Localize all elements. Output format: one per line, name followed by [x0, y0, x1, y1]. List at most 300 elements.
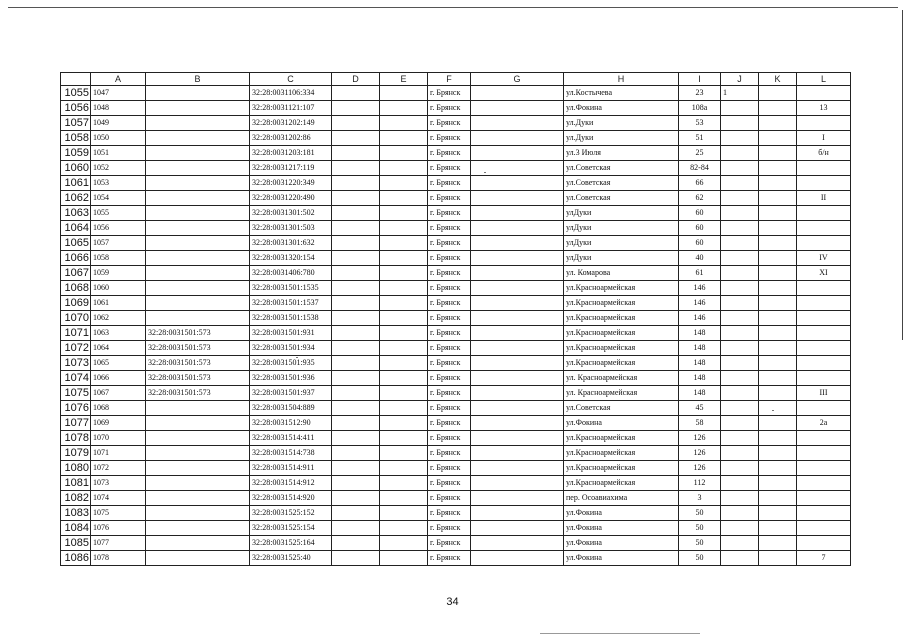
cell-i: 82-84: [679, 161, 721, 176]
cell-h: пер. Осоавиахима: [564, 491, 679, 506]
cell-l: [797, 446, 851, 461]
cell-d: [332, 551, 380, 566]
cell-g: [471, 221, 564, 236]
cell-d: [332, 86, 380, 101]
cell-g: [471, 281, 564, 296]
cell-g: [471, 251, 564, 266]
cell-d: [332, 401, 380, 416]
cell-g: [471, 416, 564, 431]
cell-i: 148: [679, 356, 721, 371]
cell-e: [380, 461, 428, 476]
cell-d: [332, 341, 380, 356]
cell-a: 1048: [91, 101, 146, 116]
cell-g: [471, 236, 564, 251]
cell-j: [721, 251, 759, 266]
cell-h: ул.3 Июля: [564, 146, 679, 161]
cell-k: [759, 86, 797, 101]
cell-d: [332, 296, 380, 311]
column-header-e: E: [380, 73, 428, 86]
row-number: 1065: [61, 236, 91, 251]
cell-a: 1069: [91, 416, 146, 431]
cell-e: [380, 446, 428, 461]
cell-i: 60: [679, 236, 721, 251]
cell-f: г. Брянск: [428, 491, 471, 506]
cell-f: г. Брянск: [428, 281, 471, 296]
cell-d: [332, 116, 380, 131]
cell-d: [332, 536, 380, 551]
cell-l: [797, 356, 851, 371]
cell-b: [146, 416, 250, 431]
table-row: [61, 161, 851, 176]
cell-j: [721, 311, 759, 326]
cell-l: [797, 461, 851, 476]
cell-d: [332, 281, 380, 296]
cell-a: 1051: [91, 146, 146, 161]
cell-a: 1061: [91, 296, 146, 311]
cell-i: 50: [679, 506, 721, 521]
cell-g: [471, 161, 564, 176]
cell-b: [146, 86, 250, 101]
cell-b: [146, 461, 250, 476]
cell-e: [380, 311, 428, 326]
cell-i: 50: [679, 551, 721, 566]
cell-g: [471, 476, 564, 491]
cell-b: 32:28:0031501:573: [146, 356, 250, 371]
cell-j: [721, 266, 759, 281]
cell-k: [759, 341, 797, 356]
cell-j: [721, 416, 759, 431]
cell-b: [146, 266, 250, 281]
cell-l: [797, 296, 851, 311]
cell-k: [759, 371, 797, 386]
cell-b: [146, 491, 250, 506]
cell-c: 32:28:0031217:119: [250, 161, 332, 176]
cell-h: ул.Советская: [564, 401, 679, 416]
cell-e: [380, 326, 428, 341]
cell-g: [471, 326, 564, 341]
cell-a: 1066: [91, 371, 146, 386]
cell-l: [797, 281, 851, 296]
cell-c: 32:28:0031514:738: [250, 446, 332, 461]
cell-l: III: [797, 386, 851, 401]
cell-b: [146, 101, 250, 116]
cell-h: улДуки: [564, 206, 679, 221]
cell-f: г. Брянск: [428, 236, 471, 251]
table-row: [61, 476, 851, 491]
cell-j: [721, 341, 759, 356]
cell-j: [721, 506, 759, 521]
cell-a: 1063: [91, 326, 146, 341]
cell-l: [797, 176, 851, 191]
cell-c: 32:28:0031525:40: [250, 551, 332, 566]
row-number: 1083: [61, 506, 91, 521]
cell-e: [380, 491, 428, 506]
cell-a: 1056: [91, 221, 146, 236]
cell-b: [146, 176, 250, 191]
cell-g: [471, 146, 564, 161]
row-number: 1062: [61, 191, 91, 206]
cell-i: 53: [679, 116, 721, 131]
cell-i: 148: [679, 371, 721, 386]
column-header-h: H: [564, 73, 679, 86]
row-number: 1086: [61, 551, 91, 566]
cell-d: [332, 356, 380, 371]
column-header-c: C: [250, 73, 332, 86]
row-number: 1071: [61, 326, 91, 341]
cell-j: [721, 551, 759, 566]
cell-h: ул.Красноармейская: [564, 446, 679, 461]
cell-a: 1070: [91, 431, 146, 446]
cell-e: [380, 146, 428, 161]
cell-i: 50: [679, 521, 721, 536]
cell-i: 3: [679, 491, 721, 506]
cell-k: [759, 221, 797, 236]
column-header-l: L: [797, 73, 851, 86]
cell-e: [380, 251, 428, 266]
cell-d: [332, 236, 380, 251]
row-number: 1082: [61, 491, 91, 506]
cell-f: г. Брянск: [428, 371, 471, 386]
cell-f: г. Брянск: [428, 101, 471, 116]
cell-k: [759, 206, 797, 221]
cell-a: 1060: [91, 281, 146, 296]
cell-g: [471, 86, 564, 101]
column-header-f: F: [428, 73, 471, 86]
cell-b: [146, 521, 250, 536]
cell-f: г. Брянск: [428, 356, 471, 371]
cell-l: XI: [797, 266, 851, 281]
cell-b: [146, 146, 250, 161]
cell-l: [797, 311, 851, 326]
cell-g: [471, 461, 564, 476]
cell-a: 1068: [91, 401, 146, 416]
cell-j: [721, 221, 759, 236]
cell-i: 146: [679, 281, 721, 296]
cell-d: [332, 326, 380, 341]
table-row: [61, 341, 851, 356]
cell-k: [759, 356, 797, 371]
cell-a: 1071: [91, 446, 146, 461]
cell-g: [471, 176, 564, 191]
cell-l: [797, 206, 851, 221]
cell-e: [380, 176, 428, 191]
cell-h: ул.Фокина: [564, 551, 679, 566]
cell-e: [380, 371, 428, 386]
top-scan-rule: [8, 7, 898, 8]
cell-h: ул.Красноармейская: [564, 311, 679, 326]
cell-d: [332, 521, 380, 536]
cell-i: 23: [679, 86, 721, 101]
cell-e: [380, 221, 428, 236]
cell-c: 32:28:0031501:935: [250, 356, 332, 371]
cell-i: 25: [679, 146, 721, 161]
cell-e: [380, 101, 428, 116]
table-row: [61, 221, 851, 236]
row-number: 1063: [61, 206, 91, 221]
cell-j: 1: [721, 86, 759, 101]
cell-c: 32:28:0031501:937: [250, 386, 332, 401]
cell-l: I: [797, 131, 851, 146]
cell-j: [721, 476, 759, 491]
cell-h: ул.Фокина: [564, 521, 679, 536]
cell-l: [797, 521, 851, 536]
cell-a: 1058: [91, 251, 146, 266]
cell-l: [797, 86, 851, 101]
cell-c: 32:28:0031525:152: [250, 506, 332, 521]
cell-c: 32:28:0031514:411: [250, 431, 332, 446]
cell-e: [380, 476, 428, 491]
cell-i: 112: [679, 476, 721, 491]
cell-g: [471, 386, 564, 401]
cell-e: [380, 86, 428, 101]
cell-f: г. Брянск: [428, 386, 471, 401]
row-number: 1059: [61, 146, 91, 161]
cell-i: 51: [679, 131, 721, 146]
cell-l: [797, 161, 851, 176]
cell-g: [471, 341, 564, 356]
row-number: 1056: [61, 101, 91, 116]
cell-e: [380, 506, 428, 521]
cell-e: [380, 521, 428, 536]
cell-f: г. Брянск: [428, 536, 471, 551]
cell-h: ул.Советская: [564, 191, 679, 206]
cell-d: [332, 371, 380, 386]
cell-f: г. Брянск: [428, 326, 471, 341]
cell-g: [471, 131, 564, 146]
table-row: [61, 371, 851, 386]
cell-b: 32:28:0031501:573: [146, 326, 250, 341]
cell-l: 13: [797, 101, 851, 116]
cell-d: [332, 161, 380, 176]
cell-l: [797, 506, 851, 521]
cell-a: 1074: [91, 491, 146, 506]
cell-c: 32:28:0031525:154: [250, 521, 332, 536]
cell-e: [380, 161, 428, 176]
cell-k: [759, 506, 797, 521]
cell-e: [380, 281, 428, 296]
table-row: [61, 326, 851, 341]
cell-a: 1049: [91, 116, 146, 131]
cell-g: [471, 506, 564, 521]
cell-h: улДуки: [564, 251, 679, 266]
cell-h: ул.Красноармейская: [564, 476, 679, 491]
footer-scan-rule: [540, 633, 700, 634]
cell-j: [721, 461, 759, 476]
cell-c: 32:28:0031504:889: [250, 401, 332, 416]
cell-h: ул.Фокина: [564, 101, 679, 116]
cell-l: [797, 326, 851, 341]
cell-j: [721, 116, 759, 131]
cell-a: 1067: [91, 386, 146, 401]
cell-b: [146, 536, 250, 551]
cell-h: ул.Красноармейская: [564, 281, 679, 296]
cell-j: [721, 446, 759, 461]
cell-h: ул.Фокина: [564, 506, 679, 521]
cell-j: [721, 131, 759, 146]
cell-f: г. Брянск: [428, 341, 471, 356]
cell-g: [471, 551, 564, 566]
page-number: 34: [446, 596, 459, 608]
cell-e: [380, 296, 428, 311]
cell-a: 1053: [91, 176, 146, 191]
cell-i: 60: [679, 221, 721, 236]
table-row: [61, 551, 851, 566]
spreadsheet-table: [60, 72, 851, 566]
cell-l: [797, 236, 851, 251]
table-row: [61, 146, 851, 161]
cell-j: [721, 521, 759, 536]
row-number: 1084: [61, 521, 91, 536]
table-row: [61, 191, 851, 206]
cell-l: [797, 221, 851, 236]
cell-k: [759, 176, 797, 191]
cell-c: 32:28:0031514:920: [250, 491, 332, 506]
cell-k: [759, 476, 797, 491]
cell-e: [380, 431, 428, 446]
cell-b: [146, 251, 250, 266]
row-number: 1060: [61, 161, 91, 176]
cell-c: 32:28:0031106:334: [250, 86, 332, 101]
cell-l: б/н: [797, 146, 851, 161]
table-row: [61, 176, 851, 191]
row-number: 1079: [61, 446, 91, 461]
cell-i: 126: [679, 461, 721, 476]
table-row: [61, 281, 851, 296]
cell-c: 32:28:0031202:86: [250, 131, 332, 146]
cell-f: г. Брянск: [428, 416, 471, 431]
column-header-j: J: [721, 73, 759, 86]
table-row: [61, 251, 851, 266]
cell-i: 45: [679, 401, 721, 416]
cell-b: 32:28:0031501:573: [146, 341, 250, 356]
cell-l: [797, 536, 851, 551]
cell-c: 32:28:0031512:90: [250, 416, 332, 431]
cell-b: 32:28:0031501:573: [146, 386, 250, 401]
cell-k: [759, 266, 797, 281]
cell-e: [380, 206, 428, 221]
cell-a: 1059: [91, 266, 146, 281]
row-number: 1074: [61, 371, 91, 386]
cell-j: [721, 206, 759, 221]
cell-a: 1064: [91, 341, 146, 356]
cell-k: [759, 386, 797, 401]
table-row: [61, 266, 851, 281]
cell-i: 148: [679, 341, 721, 356]
cell-g: [471, 371, 564, 386]
cell-i: 62: [679, 191, 721, 206]
cell-h: улДуки: [564, 236, 679, 251]
cell-h: ул. Красноармейская: [564, 386, 679, 401]
cell-b: [146, 131, 250, 146]
cell-k: [759, 296, 797, 311]
column-header-d: D: [332, 73, 380, 86]
cell-l: [797, 491, 851, 506]
cell-l: [797, 431, 851, 446]
cell-d: [332, 176, 380, 191]
table-row: [61, 236, 851, 251]
cell-g: [471, 266, 564, 281]
cell-c: 32:28:0031525:164: [250, 536, 332, 551]
cell-j: [721, 536, 759, 551]
table-row: [61, 461, 851, 476]
column-header-a: A: [91, 73, 146, 86]
cell-e: [380, 551, 428, 566]
cell-j: [721, 191, 759, 206]
cell-j: [721, 326, 759, 341]
cell-f: г. Брянск: [428, 506, 471, 521]
cell-d: [332, 491, 380, 506]
cell-i: 126: [679, 446, 721, 461]
column-header-row: [61, 73, 851, 86]
cell-h: ул.Костычева: [564, 86, 679, 101]
cell-h: ул.Фокина: [564, 536, 679, 551]
table-row: [61, 431, 851, 446]
cell-h: ул.Фокина: [564, 416, 679, 431]
cell-e: [380, 116, 428, 131]
cell-k: [759, 161, 797, 176]
table-row: [61, 506, 851, 521]
cell-d: [332, 221, 380, 236]
cell-i: 40: [679, 251, 721, 266]
row-number: 1066: [61, 251, 91, 266]
row-number: 1070: [61, 311, 91, 326]
cell-b: [146, 221, 250, 236]
cell-h: ул.Советская: [564, 161, 679, 176]
column-header-i: I: [679, 73, 721, 86]
cell-e: [380, 341, 428, 356]
table-row: [61, 131, 851, 146]
cell-j: [721, 386, 759, 401]
cell-i: 146: [679, 311, 721, 326]
cell-h: улДуки: [564, 221, 679, 236]
cell-a: 1076: [91, 521, 146, 536]
cell-h: ул. Комарова: [564, 266, 679, 281]
cell-k: [759, 551, 797, 566]
table-row: [61, 116, 851, 131]
cell-d: [332, 446, 380, 461]
cell-k: [759, 116, 797, 131]
cell-h: ул.Дуки: [564, 116, 679, 131]
table-body: [61, 73, 851, 566]
cell-k: [759, 491, 797, 506]
cell-i: 61: [679, 266, 721, 281]
cell-b: [146, 161, 250, 176]
cell-h: ул. Красноармейская: [564, 371, 679, 386]
cell-k: [759, 431, 797, 446]
cell-f: г. Брянск: [428, 131, 471, 146]
column-header-g: G: [471, 73, 564, 86]
cell-d: [332, 386, 380, 401]
cell-e: [380, 266, 428, 281]
row-number: 1057: [61, 116, 91, 131]
cell-c: 32:28:0031203:181: [250, 146, 332, 161]
cell-d: [332, 251, 380, 266]
cell-j: [721, 401, 759, 416]
cell-k: [759, 521, 797, 536]
cell-l: [797, 371, 851, 386]
cell-h: ул.Красноармейская: [564, 341, 679, 356]
cell-e: [380, 131, 428, 146]
cell-b: [146, 401, 250, 416]
cell-d: [332, 266, 380, 281]
cell-f: г. Брянск: [428, 461, 471, 476]
cell-f: г. Брянск: [428, 296, 471, 311]
cell-i: 50: [679, 536, 721, 551]
cell-g: [471, 191, 564, 206]
row-number: 1077: [61, 416, 91, 431]
cell-k: [759, 311, 797, 326]
cell-f: г. Брянск: [428, 401, 471, 416]
